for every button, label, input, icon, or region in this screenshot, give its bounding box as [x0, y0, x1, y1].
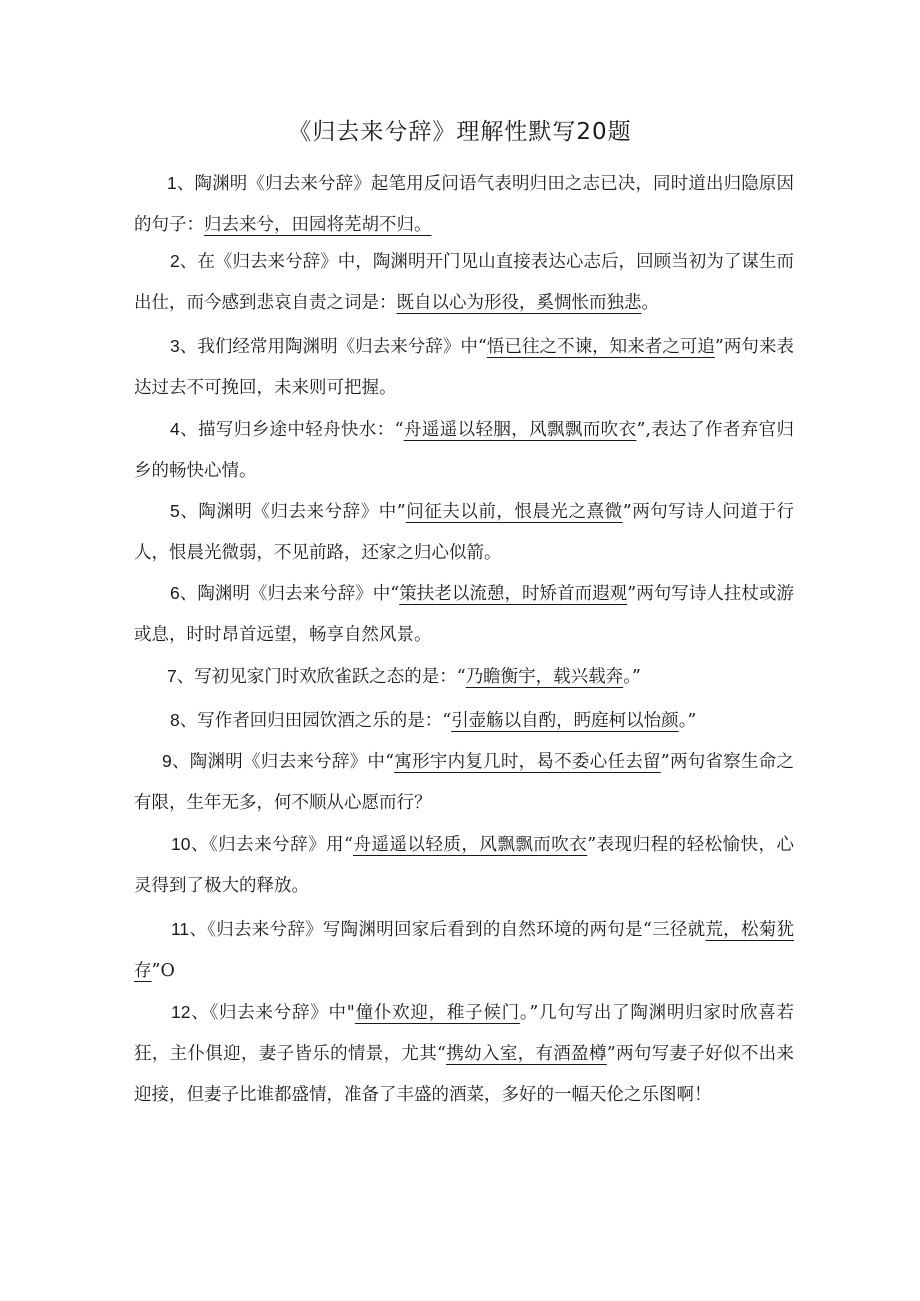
answer-text: 舟遥遥以轻胭，风飘飘而吹衣: [403, 420, 637, 440]
answer-text: 荒，松菊犹存: [134, 920, 794, 981]
question-3: [134, 326, 794, 409]
answer-text: 舟遥遥以轻质，风飘飘而吹衣: [353, 835, 588, 855]
question-number: 3、: [170, 336, 198, 356]
question-text-tail: ”两句写诗人问道于行人，恨晨光微弱，不见前路，还家之归心似箭。: [134, 502, 794, 563]
document-title: 《归去来兮辞》理解性默写20题: [288, 119, 632, 145]
question-text: 写作者回归田园饮酒之乐的是：“: [197, 711, 452, 731]
question-text: 我们经常用陶渊明《归去来兮辞》中“: [197, 337, 487, 357]
question-text-tail: ”两句写诗人拄杖或游或息，时时昂首远望，畅享自然风景。: [134, 584, 795, 645]
answer-text-2: 携幼入室，有酒盈樽: [446, 1044, 607, 1064]
question-number: 2、: [170, 251, 198, 271]
question-12: [134, 992, 794, 1116]
answer-text: 悟已往之不谏，知来者之可追: [486, 337, 715, 357]
answer-text: 僮仆欢迎，稚子候门: [354, 1003, 520, 1023]
question-number: 12、: [171, 1002, 210, 1022]
question-number: 5、: [170, 501, 199, 521]
question-number: 7、: [167, 666, 195, 686]
question-5: [134, 491, 794, 574]
question-text: 陶渊明《归去来兮辞》中“: [197, 584, 400, 604]
question-text-tail: ”表现归程的轻松愉快，心灵得到了极大的释放。: [134, 835, 794, 896]
answer-text: 归去来兮，田园将芜胡不归。: [204, 215, 432, 235]
question-9: [134, 741, 794, 824]
question-text: 《归去来兮辞》中": [209, 1003, 355, 1023]
question-text-tail: 。”: [678, 711, 697, 731]
question-text-tail: ”O: [151, 961, 175, 981]
question-number: 9、: [162, 751, 190, 771]
question-number: 8、: [170, 710, 198, 730]
question-8: [134, 700, 794, 742]
question-text-tail: ”两句写妻子好似不出来迎接，但妻子比谁都盛情，准备了丰盛的酒菜，多好的一幅天伦之乐图啊！: [134, 1044, 795, 1105]
question-number: 4、: [170, 419, 198, 439]
question-text: 陶渊明《归去来兮辞》中”: [198, 502, 406, 522]
question-6: [134, 573, 794, 656]
question-text: 《归去来兮辞》用“: [208, 835, 353, 855]
answer-text: 策扶老以流憩，时矫首而遐观: [399, 584, 628, 604]
question-number: 1、: [167, 173, 195, 193]
question-7: [134, 656, 794, 698]
question-text-tail: ”两句来表达过去不可挽回，未来则可把握。: [134, 337, 795, 398]
answer-text: 寓形宇内复几时，曷不委心任去留: [394, 752, 661, 772]
question-text: 描写归乡途中轻舟快水：“: [198, 420, 404, 440]
answer-text: 问征夫以前，恨晨光之熹微: [405, 502, 623, 522]
answer-text: 乃瞻衡宇，载兴载奔: [465, 667, 624, 687]
question-1: [134, 163, 794, 246]
question-text: 陶渊明《归去来兮辞》起笔用反问语气表明归田之志已决，同时道出归隐原因的句子：: [134, 174, 795, 235]
question-number: 11、: [171, 919, 208, 939]
question-10: [134, 824, 794, 907]
question-2: [134, 241, 794, 324]
question-11: [134, 909, 794, 992]
question-text-tail: ”两句省察生命之有限，生年无多，何不顺从心愿而行？: [134, 752, 795, 813]
question-text: 《归去来兮辞》写陶渊明回家后看到的自然环境的两句是“三径就: [207, 920, 706, 940]
question-text-tail: 。: [641, 293, 659, 313]
question-text-middle: 。”几句写出了陶渊明归家时欣喜若狂，主仆俱迎，妻子皆乐的情景，尤其“: [134, 1003, 794, 1064]
question-number: 6、: [170, 583, 198, 603]
answer-text: 引壶觞以自酌，眄庭柯以怡颜: [451, 711, 679, 731]
question-text: 在《归去来兮辞》中，陶渊明开门见山直接表达心志后，回顾当初为了谋生而出仕，而今感到悲哀自责之词是：: [134, 252, 795, 313]
question-text-tail: 。”: [623, 667, 641, 687]
question-text: 陶渊明《归去来兮辞》中“: [189, 752, 395, 772]
question-text: 写初见家门时欢欣雀跃之态的是：“: [194, 667, 466, 687]
question-number: 10、: [171, 834, 209, 854]
question-4: [134, 409, 794, 492]
answer-text: 既自以心为形役，奚惆怅而独悲: [396, 293, 642, 313]
question-text-tail: ”,表达了作者弃官归乡的畅快心情。: [134, 420, 795, 481]
